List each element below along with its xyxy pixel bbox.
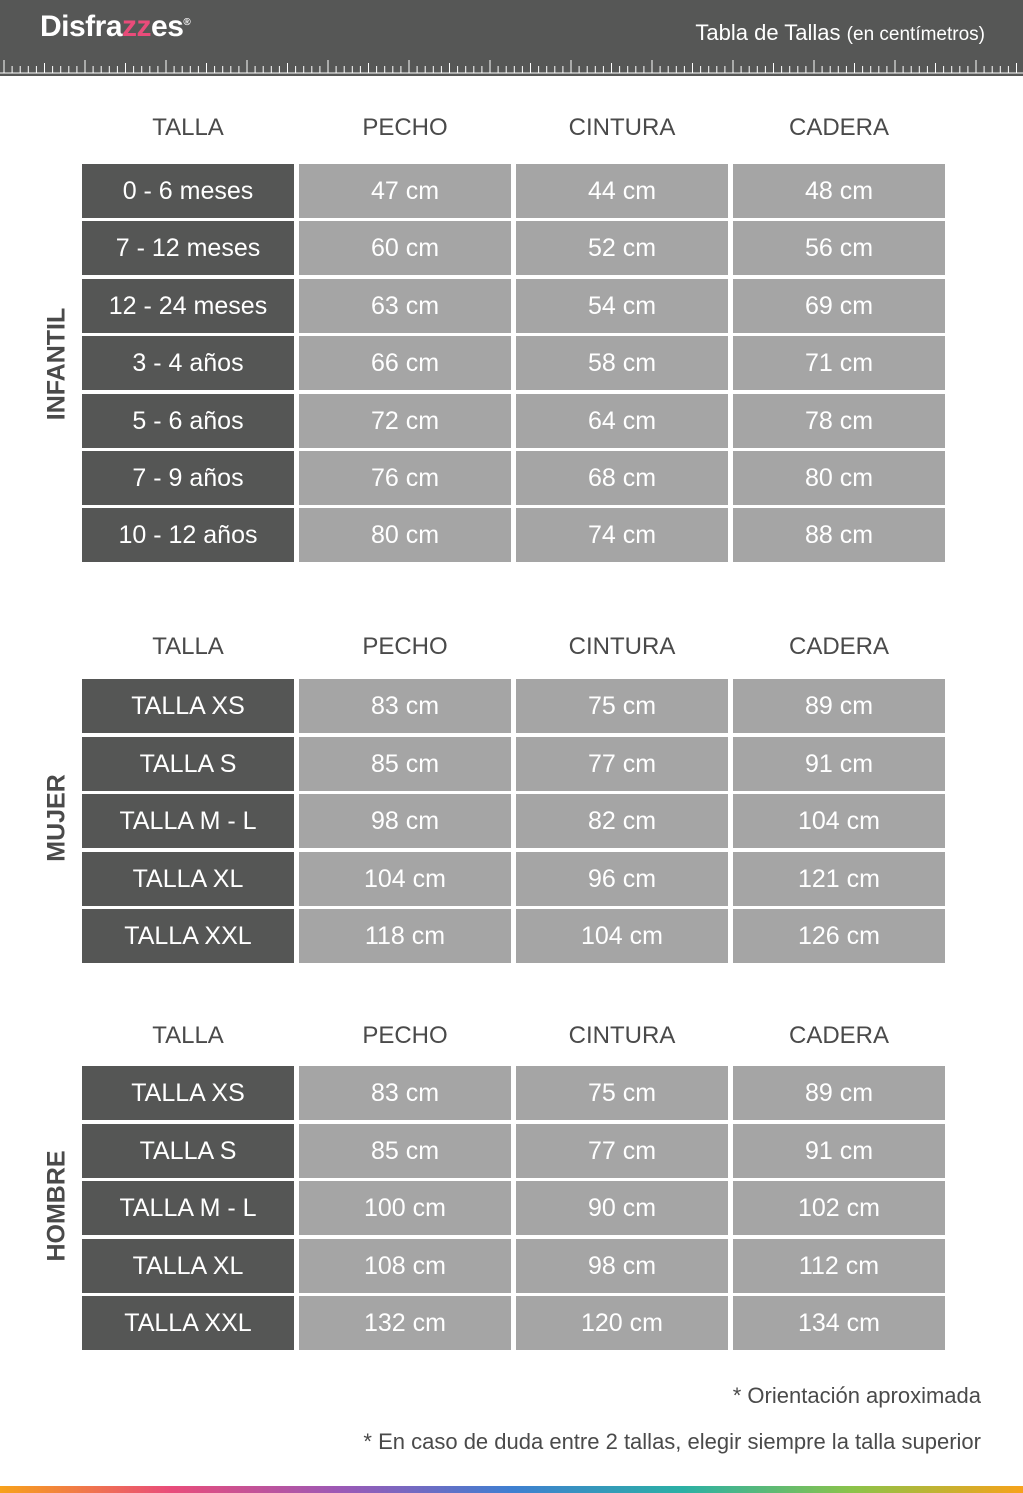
hip-cell: 102 cm [733, 1181, 945, 1235]
waist-cell: 82 cm [516, 794, 728, 848]
column-header-pecho: PECHO [362, 633, 448, 660]
section-label-hombre: HOMBRE [42, 1150, 71, 1262]
size-cell: 0 - 6 meses [82, 164, 294, 218]
waist-cell: 58 cm [516, 336, 728, 390]
size-cell: TALLA M - L [82, 1181, 294, 1235]
note-size-advice: * En caso de duda entre 2 tallas, elegir siempre la talla superior [363, 1429, 981, 1454]
hip-cell: 89 cm [733, 679, 945, 733]
hip-cell: 88 cm [733, 508, 945, 562]
column-header-cadera: CADERA [788, 633, 890, 660]
chest-cell: 63 cm [299, 279, 511, 333]
chest-cell: 98 cm [299, 794, 511, 848]
waist-cell: 54 cm [516, 279, 728, 333]
size-cell: TALLA XL [82, 852, 294, 906]
waist-cell: 68 cm [516, 451, 728, 505]
rainbow-stripe [0, 1486, 1023, 1493]
hip-cell: 89 cm [733, 1066, 945, 1120]
size-cell: 7 - 9 años [82, 451, 294, 505]
chest-cell: 60 cm [299, 221, 511, 275]
waist-cell: 64 cm [516, 394, 728, 448]
chest-cell: 104 cm [299, 852, 511, 906]
size-cell: TALLA XL [82, 1239, 294, 1293]
chest-cell: 76 cm [299, 451, 511, 505]
column-header-talla: TALLA [152, 633, 224, 660]
column-header-pecho: PECHO [362, 114, 448, 141]
note-approx: * Orientación aproximada [732, 1383, 981, 1408]
chest-cell: 83 cm [299, 679, 511, 733]
hip-cell: 56 cm [733, 221, 945, 275]
hip-cell: 48 cm [733, 164, 945, 218]
size-cell: TALLA S [82, 737, 294, 791]
column-header-cintura: CINTURA [568, 1022, 676, 1049]
chest-cell: 83 cm [299, 1066, 511, 1120]
chest-cell: 85 cm [299, 1124, 511, 1178]
size-cell: 10 - 12 años [82, 508, 294, 562]
column-header-cintura: CINTURA [568, 633, 676, 660]
size-cell: TALLA XXL [82, 909, 294, 963]
title-sub: (en centímetros) [846, 24, 985, 45]
column-header-cintura: CINTURA [568, 114, 676, 141]
hip-cell: 80 cm [733, 451, 945, 505]
brand-logo[interactable]: Disfrazzes® [40, 10, 191, 43]
chest-cell: 100 cm [299, 1181, 511, 1235]
chest-cell: 66 cm [299, 336, 511, 390]
size-cell: 3 - 4 años [82, 336, 294, 390]
column-header-cadera: CADERA [788, 114, 890, 141]
column-header-cadera: CADERA [788, 1022, 890, 1049]
waist-cell: 77 cm [516, 1124, 728, 1178]
hip-cell: 71 cm [733, 336, 945, 390]
chest-cell: 132 cm [299, 1296, 511, 1350]
hip-cell: 134 cm [733, 1296, 945, 1350]
hip-cell: 69 cm [733, 279, 945, 333]
chest-cell: 80 cm [299, 508, 511, 562]
waist-cell: 90 cm [516, 1181, 728, 1235]
waist-cell: 96 cm [516, 852, 728, 906]
size-cell: TALLA XS [82, 1066, 294, 1120]
column-header-talla: TALLA [152, 1022, 224, 1049]
chest-cell: 47 cm [299, 164, 511, 218]
waist-cell: 120 cm [516, 1296, 728, 1350]
page-title [695, 20, 985, 46]
waist-cell: 104 cm [516, 909, 728, 963]
size-cell: 12 - 24 meses [82, 279, 294, 333]
size-cell: 5 - 6 años [82, 394, 294, 448]
waist-cell: 52 cm [516, 221, 728, 275]
chest-cell: 108 cm [299, 1239, 511, 1293]
chest-cell: 118 cm [299, 909, 511, 963]
chest-cell: 72 cm [299, 394, 511, 448]
waist-cell: 74 cm [516, 508, 728, 562]
hip-cell: 112 cm [733, 1239, 945, 1293]
hip-cell: 91 cm [733, 1124, 945, 1178]
size-cell: TALLA XS [82, 679, 294, 733]
title-main: Tabla de Tallas [695, 20, 841, 45]
header-bar [0, 0, 1023, 76]
waist-cell: 75 cm [516, 679, 728, 733]
column-header-pecho: PECHO [362, 1022, 448, 1049]
waist-cell: 98 cm [516, 1239, 728, 1293]
waist-cell: 75 cm [516, 1066, 728, 1120]
hip-cell: 78 cm [733, 394, 945, 448]
section-label-infantil: INFANTIL [42, 307, 71, 421]
size-cell: TALLA S [82, 1124, 294, 1178]
hip-cell: 104 cm [733, 794, 945, 848]
size-cell: TALLA M - L [82, 794, 294, 848]
hip-cell: 121 cm [733, 852, 945, 906]
size-cell: TALLA XXL [82, 1296, 294, 1350]
size-cell: 7 - 12 meses [82, 221, 294, 275]
ruler-decoration [0, 58, 1023, 74]
waist-cell: 44 cm [516, 164, 728, 218]
hip-cell: 126 cm [733, 909, 945, 963]
section-label-mujer: MUJER [42, 774, 71, 862]
hip-cell: 91 cm [733, 737, 945, 791]
chest-cell: 85 cm [299, 737, 511, 791]
column-header-talla: TALLA [152, 114, 224, 141]
waist-cell: 77 cm [516, 737, 728, 791]
